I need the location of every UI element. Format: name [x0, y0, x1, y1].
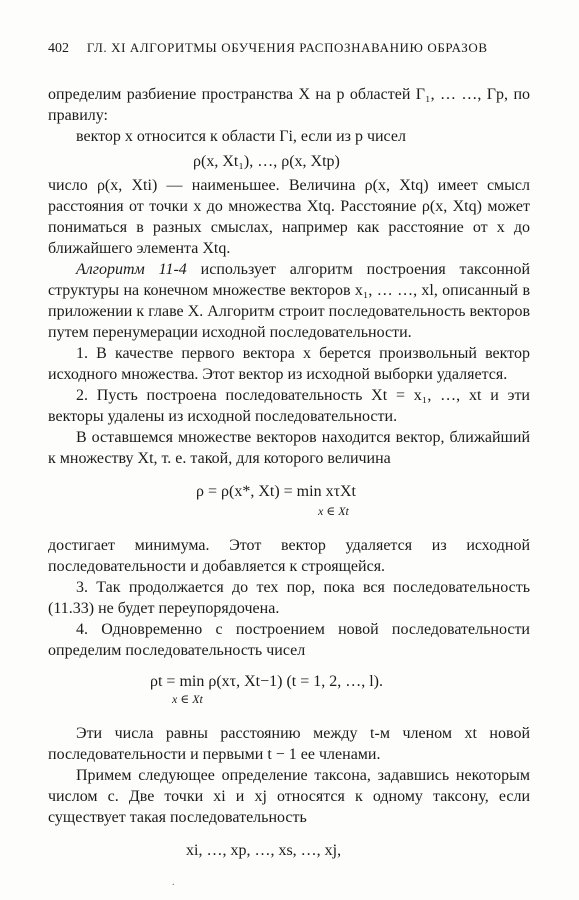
paragraph-step-4: 4. Одновременно с построением новой последовательности определим последовательность чисел: [48, 621, 530, 659]
running-title: ГЛ. XI АЛГОРИТМЫ ОБУЧЕНИЯ РАСПОЗНАВАНИЮ ОБРАЗОВ: [86, 40, 488, 55]
running-header: [48, 40, 528, 57]
paragraph-partition: определим разбиение пространства X на p областей Γ₁, … …, Γp, по правилу:: [48, 86, 530, 124]
formula-rho-t-main: ρt = min ρ(xτ, Xt−1) (t = 1, 2, …, l).: [150, 673, 384, 690]
page-number: 402: [48, 41, 69, 56]
paragraph-reaches-minimum: достигает минимума. Этот вектор удаляется из исходной последовательности и добавляется к строящейся.: [48, 537, 530, 575]
formula-rho-min: [48, 481, 530, 521]
paragraph-rule: вектор x относится к области Γi, если из p чисел: [76, 128, 406, 145]
algorithm-name: Алгоритм 11-4: [76, 261, 187, 278]
paragraph-step-1: 1. В качестве первого вектора x берется произвольный вектор исходного множества. Этот вектор из исходной выборки удаляется.: [48, 345, 530, 383]
paragraph-algorithm: [48, 259, 530, 343]
formula-distances: ρ(x, Xt₁), …, ρ(x, Xtp): [193, 153, 340, 170]
paragraph-step-3: 3. Так продолжается до тех пор, пока вся последовательность (11.33) не будет переупорядочена.: [48, 579, 530, 617]
paragraph-step-2: 2. Пусть построена последовательность Xt = x₁, …, xt и эти векторы удалены из исходной последовательности.: [48, 387, 530, 425]
page-body: [48, 84, 530, 873]
paragraph-numbers-meaning: Эти числа равны расстоянию между t-м членом xt новой последовательности и первыми t − 1 ее членами.: [48, 725, 530, 763]
paragraph-taxon-definition: Примем следующее определение таксона, задавшись некоторым числом c. Две точки xi и xj относятся к одному таксону, если существует такая последовательность: [48, 767, 530, 826]
formula-sequence: xi, …, xp, …, xs, …, xj,: [186, 842, 342, 859]
formula-rho-t: [48, 671, 530, 707]
print-mark: .: [172, 877, 175, 888]
paragraph-remaining: В оставшемся множестве векторов находится вектор, ближайший к множеству Xt, т. е. такой, для которого величина: [48, 429, 530, 467]
formula-rho-min-main: ρ = ρ(x*, Xt) = min xτXt: [196, 483, 356, 500]
formula-rho-min-subscript: x ∈ Xt: [318, 504, 349, 518]
paragraph-minimum: число ρ(x, Xti) — наименьшее. Величина ρ(x, Xtq) имеет смысл расстояния от точки x до множества Xtq. Расстояние ρ(x, Xtq) может пониматься в разных смыслах, например как расстояние от x до ближайшего элемента Xtq.: [48, 177, 530, 257]
algorithm-description: использует алгоритм построения таксонной структуры на конечном множестве векторов x₁, … …, xl, описанный в приложении к главе X. Алгоритм строит последовательность векторов путем перенумерации исходной последовательности.: [48, 261, 530, 341]
formula-rho-t-subscript: x ∈ Xt: [172, 692, 203, 706]
